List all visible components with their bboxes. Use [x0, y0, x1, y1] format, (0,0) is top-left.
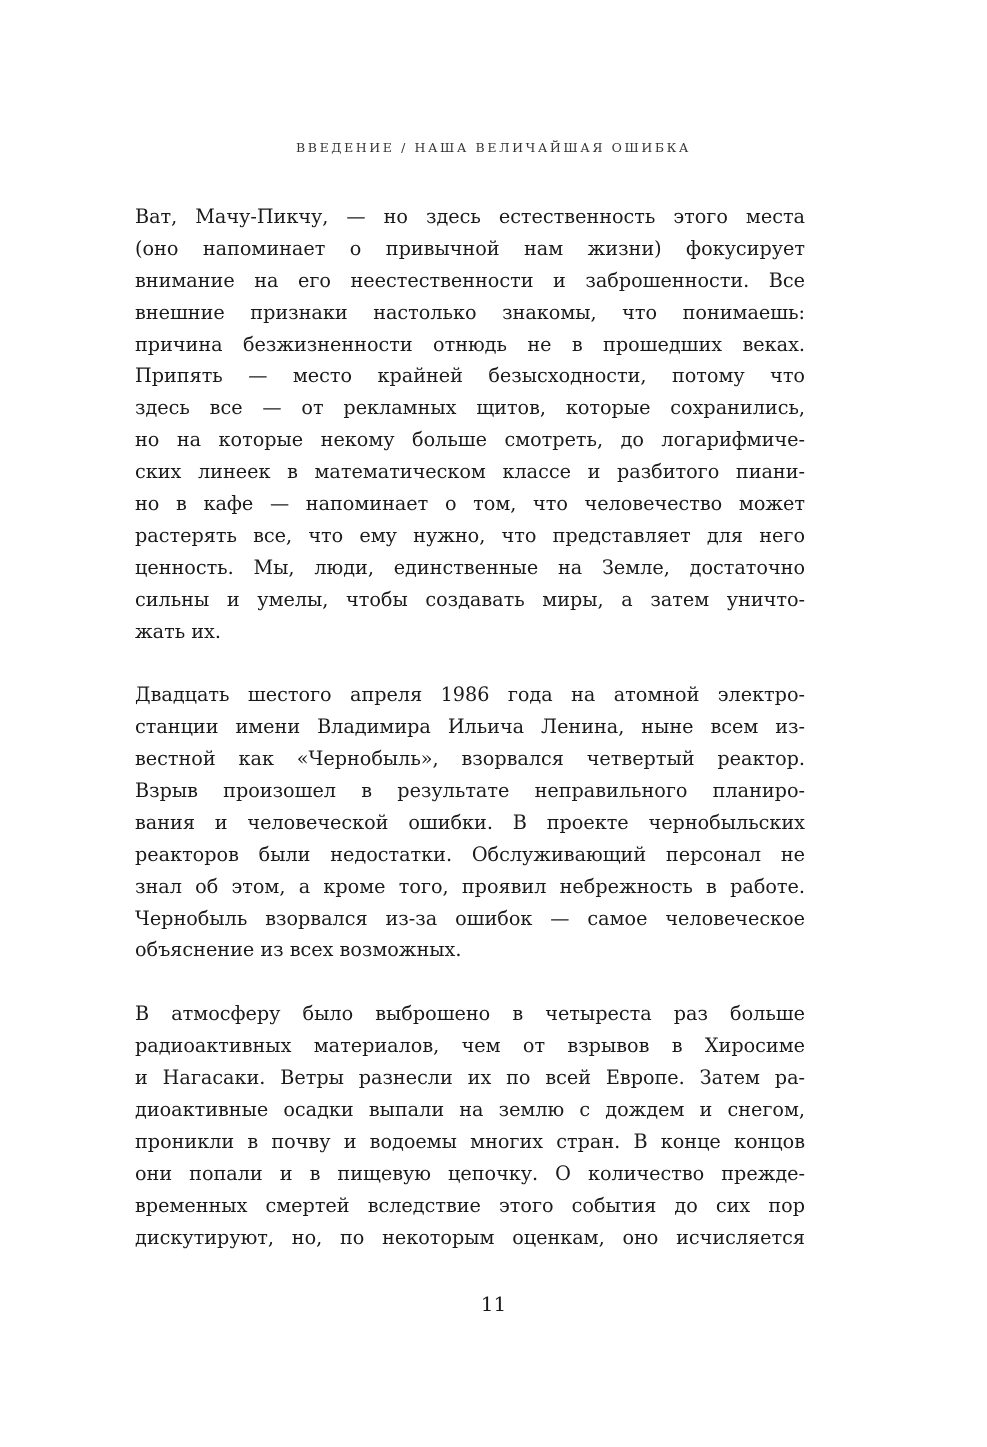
text-line: объяснение из всех возможных.	[135, 938, 462, 962]
running-header: ВВЕДЕНИЕ / НАША ВЕЛИЧАЙШАЯ ОШИБКА	[296, 140, 691, 155]
text-line: жать их.	[135, 619, 221, 643]
text-line: и Нагасаки. Ветры разнесли их по всей Европе. Затем ра-	[135, 1066, 805, 1090]
paragraph	[135, 679, 805, 966]
text-line: причина безжизненности отнюдь не в прошедших веках.	[135, 332, 805, 356]
text-line: проникли в почву и водоемы многих стран. В конце концов	[135, 1129, 805, 1153]
text-line: диоактивные осадки выпали на землю с дождем и снегом,	[135, 1097, 805, 1121]
text-line: В атмосферу было выброшено в четыреста раз больше	[135, 1002, 805, 1026]
text-line: (оно напоминает о привычной нам жизни) фокусирует	[135, 236, 805, 260]
text-line: радиоактивных материалов, чем от взрывов в Хиросиме	[135, 1034, 805, 1058]
text-line: реакторов были недостатки. Обслуживающий персонал не	[135, 842, 805, 866]
text-line: ценность. Мы, люди, единственные на Земле, достаточно	[135, 555, 805, 579]
text-line: временных смертей вследствие этого события до сих пор	[135, 1193, 805, 1217]
text-line: вестной как «Чернобыль», взорвался четвертый реактор.	[135, 747, 805, 771]
text-line: но на которые некому больше смотреть, до логарифмиче-	[135, 428, 805, 452]
text-line: здесь все — от рекламных щитов, которые сохранились,	[135, 396, 805, 420]
text-line: Ват, Мачу-Пикчу, — но здесь естественность этого места	[135, 205, 805, 228]
text-line: Припять — место крайней безысходности, потому что	[135, 364, 805, 388]
paragraph	[135, 998, 805, 1253]
text-line: знал об этом, а кроме того, проявил небрежность в работе.	[135, 874, 805, 898]
page-number: 11	[480, 1292, 507, 1316]
text-line: они попали и в пищевую цепочку. О количество прежде-	[135, 1161, 805, 1185]
text-line: Чернобыль взорвался из-за ошибок — самое человеческое	[135, 906, 805, 930]
text-line: растерять все, что ему нужно, что представляет для него	[135, 523, 805, 547]
text-line: Взрыв произошел в результате неправильного планиро-	[135, 779, 805, 803]
text-line: внимание на его неестественности и заброшенности. Все	[135, 268, 805, 292]
text-line: ских линеек в математическом классе и разбитого пиани-	[135, 460, 805, 484]
text-line: вания и человеческой ошибки. В проекте чернобыльских	[135, 810, 805, 834]
text-line: станции имени Владимира Ильича Ленина, ныне всем из-	[135, 715, 805, 739]
paragraph	[135, 201, 805, 647]
body-text	[135, 201, 805, 1285]
text-line: Двадцать шестого апреля 1986 года на атомной электро-	[135, 683, 805, 707]
text-line: сильны и умелы, чтобы создавать миры, а затем уничто-	[135, 587, 805, 611]
text-line: но в кафе — напоминает о том, что человечество может	[135, 492, 805, 516]
text-line: внешние признаки настолько знакомы, что понимаешь:	[135, 300, 805, 324]
text-line: дискутируют, но, по некоторым оценкам, оно исчисляется	[135, 1225, 805, 1249]
